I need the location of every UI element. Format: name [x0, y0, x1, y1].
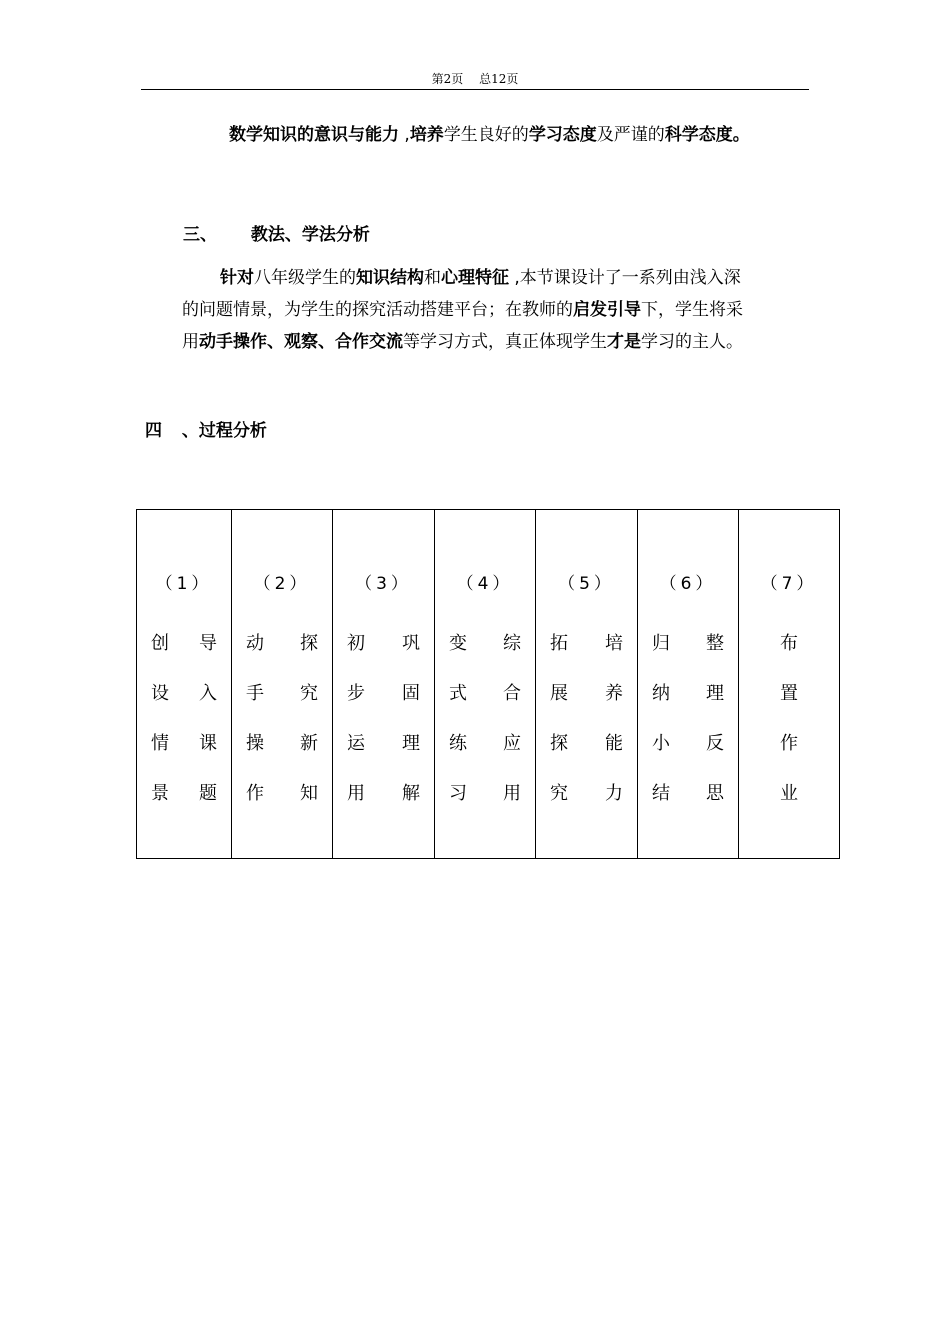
- step-character: 新: [300, 733, 318, 754]
- step-character: 置: [780, 683, 798, 704]
- step-character: 课: [199, 733, 217, 754]
- step-character: 业: [780, 783, 798, 804]
- step-character: 理: [706, 683, 724, 704]
- step-character: 综: [503, 633, 521, 654]
- bold-text-run: 动手操作、观察、合作交流: [199, 332, 403, 352]
- step-text-column: [548, 619, 570, 819]
- process-table: [136, 509, 840, 859]
- page-header: [141, 70, 809, 90]
- step-text-column: [345, 619, 367, 819]
- step-character: 探: [300, 633, 318, 654]
- process-step-cell: [232, 510, 333, 859]
- process-step-cell: [536, 510, 638, 859]
- text-run: ,: [399, 125, 410, 145]
- process-step-cell: [739, 510, 840, 859]
- step-character: 导: [199, 633, 217, 654]
- text-run: 下，学生将采: [641, 300, 743, 320]
- step-character: 变: [449, 633, 467, 654]
- bold-text-run: 学习态度: [528, 125, 597, 145]
- page-total: 总12页: [479, 72, 519, 86]
- text-run: 等学习方式，真正体现学生: [403, 332, 607, 352]
- step-character: 用: [503, 783, 521, 804]
- step-text-column: [298, 619, 320, 819]
- step-character: 式: [449, 683, 467, 704]
- process-step-cell: [435, 510, 536, 859]
- text-run: 的问题情景，为学生的探究活动搭建平台；在教师的: [182, 300, 573, 320]
- section-3-title: 教法、学法分析: [250, 225, 370, 245]
- step-character: 反: [706, 733, 724, 754]
- bold-text-run: 科学态度。: [664, 125, 750, 145]
- step-text-column: [447, 619, 469, 819]
- text-run: ,本节课设计了一系列由浅入深: [509, 268, 741, 288]
- step-number: （5）: [558, 574, 615, 594]
- section-3-heading: [183, 223, 370, 247]
- section-4-number: 四: [145, 421, 162, 441]
- step-character: 结: [652, 783, 670, 804]
- step-character: 纳: [652, 683, 670, 704]
- bold-text-run: 才是: [607, 332, 641, 352]
- process-table-row: [137, 510, 840, 859]
- step-character: 整: [706, 633, 724, 654]
- process-step-cell: [137, 510, 232, 859]
- step-number: （7）: [760, 574, 818, 594]
- step-character: 初: [347, 633, 365, 654]
- text-run: 学习的主人。: [641, 332, 743, 352]
- bold-text-run: 数学知识的意识与能力: [229, 125, 399, 145]
- step-character: 运: [347, 733, 365, 754]
- step-character: 知: [300, 783, 318, 804]
- bold-text-run: 培养: [409, 125, 444, 145]
- step-character: 合: [503, 683, 521, 704]
- step-character: 步: [347, 683, 365, 704]
- step-text-column: [244, 619, 266, 819]
- step-number: （3）: [355, 574, 412, 594]
- step-character: 小: [652, 733, 670, 754]
- step-character: 创: [151, 633, 169, 654]
- bold-text-run: 针对: [220, 268, 254, 288]
- text-run: 和: [424, 268, 441, 288]
- step-character: 思: [706, 783, 724, 804]
- step-character: 养: [605, 683, 623, 704]
- step-character: 作: [780, 733, 798, 754]
- step-character: 设: [151, 683, 169, 704]
- section-3-paragraph-line: [182, 330, 743, 354]
- process-step-cell: [638, 510, 739, 859]
- text-run: 用: [182, 332, 199, 352]
- text-run: 及严谨的: [596, 125, 665, 145]
- step-text-column: [778, 619, 800, 819]
- step-character: 归: [652, 633, 670, 654]
- section-3-number: 三、: [183, 225, 217, 245]
- step-character: 作: [246, 783, 264, 804]
- step-character: 探: [550, 733, 568, 754]
- page-number: 第2页: [431, 72, 464, 86]
- step-character: 究: [550, 783, 568, 804]
- step-character: 布: [780, 633, 798, 654]
- step-character: 情: [151, 733, 169, 754]
- step-text-column: [603, 619, 625, 819]
- step-character: 展: [550, 683, 568, 704]
- text-run: 八年级学生的: [254, 268, 356, 288]
- text-run: 学生良好的: [443, 125, 529, 145]
- section-3-paragraph-line: [182, 298, 743, 322]
- step-text-column: [197, 619, 219, 819]
- bold-text-run: 知识结构: [356, 268, 424, 288]
- step-character: 应: [503, 733, 521, 754]
- step-character: 习: [449, 783, 467, 804]
- step-character: 操: [246, 733, 264, 754]
- step-number: （6）: [659, 574, 717, 594]
- process-step-cell: [333, 510, 435, 859]
- step-character: 题: [199, 783, 217, 804]
- step-character: 用: [347, 783, 365, 804]
- step-number: （1）: [155, 574, 213, 594]
- intro-line: [229, 123, 750, 147]
- step-character: 拓: [550, 633, 568, 654]
- step-character: 解: [402, 783, 420, 804]
- step-number: （2）: [253, 574, 311, 594]
- step-character: 巩: [402, 633, 420, 654]
- section-4-heading: [145, 419, 267, 443]
- step-text-column: [149, 619, 171, 819]
- step-character: 景: [151, 783, 169, 804]
- step-character: 理: [402, 733, 420, 754]
- step-character: 培: [605, 633, 623, 654]
- step-text-column: [704, 619, 726, 819]
- step-character: 究: [300, 683, 318, 704]
- bold-text-run: 心理特征: [441, 268, 509, 288]
- section-3-paragraph-line: [220, 266, 741, 290]
- step-text-column: [400, 619, 422, 819]
- section-4-title: 、过程分析: [181, 421, 267, 441]
- step-text-column: [501, 619, 523, 819]
- step-character: 入: [199, 683, 217, 704]
- bold-text-run: 启发引导: [573, 300, 641, 320]
- step-character: 固: [402, 683, 420, 704]
- step-text-column: [650, 619, 672, 819]
- step-character: 手: [246, 683, 264, 704]
- step-number: （4）: [456, 574, 514, 594]
- step-character: 力: [605, 783, 623, 804]
- step-character: 动: [246, 633, 264, 654]
- step-character: 练: [449, 733, 467, 754]
- step-character: 能: [605, 733, 623, 754]
